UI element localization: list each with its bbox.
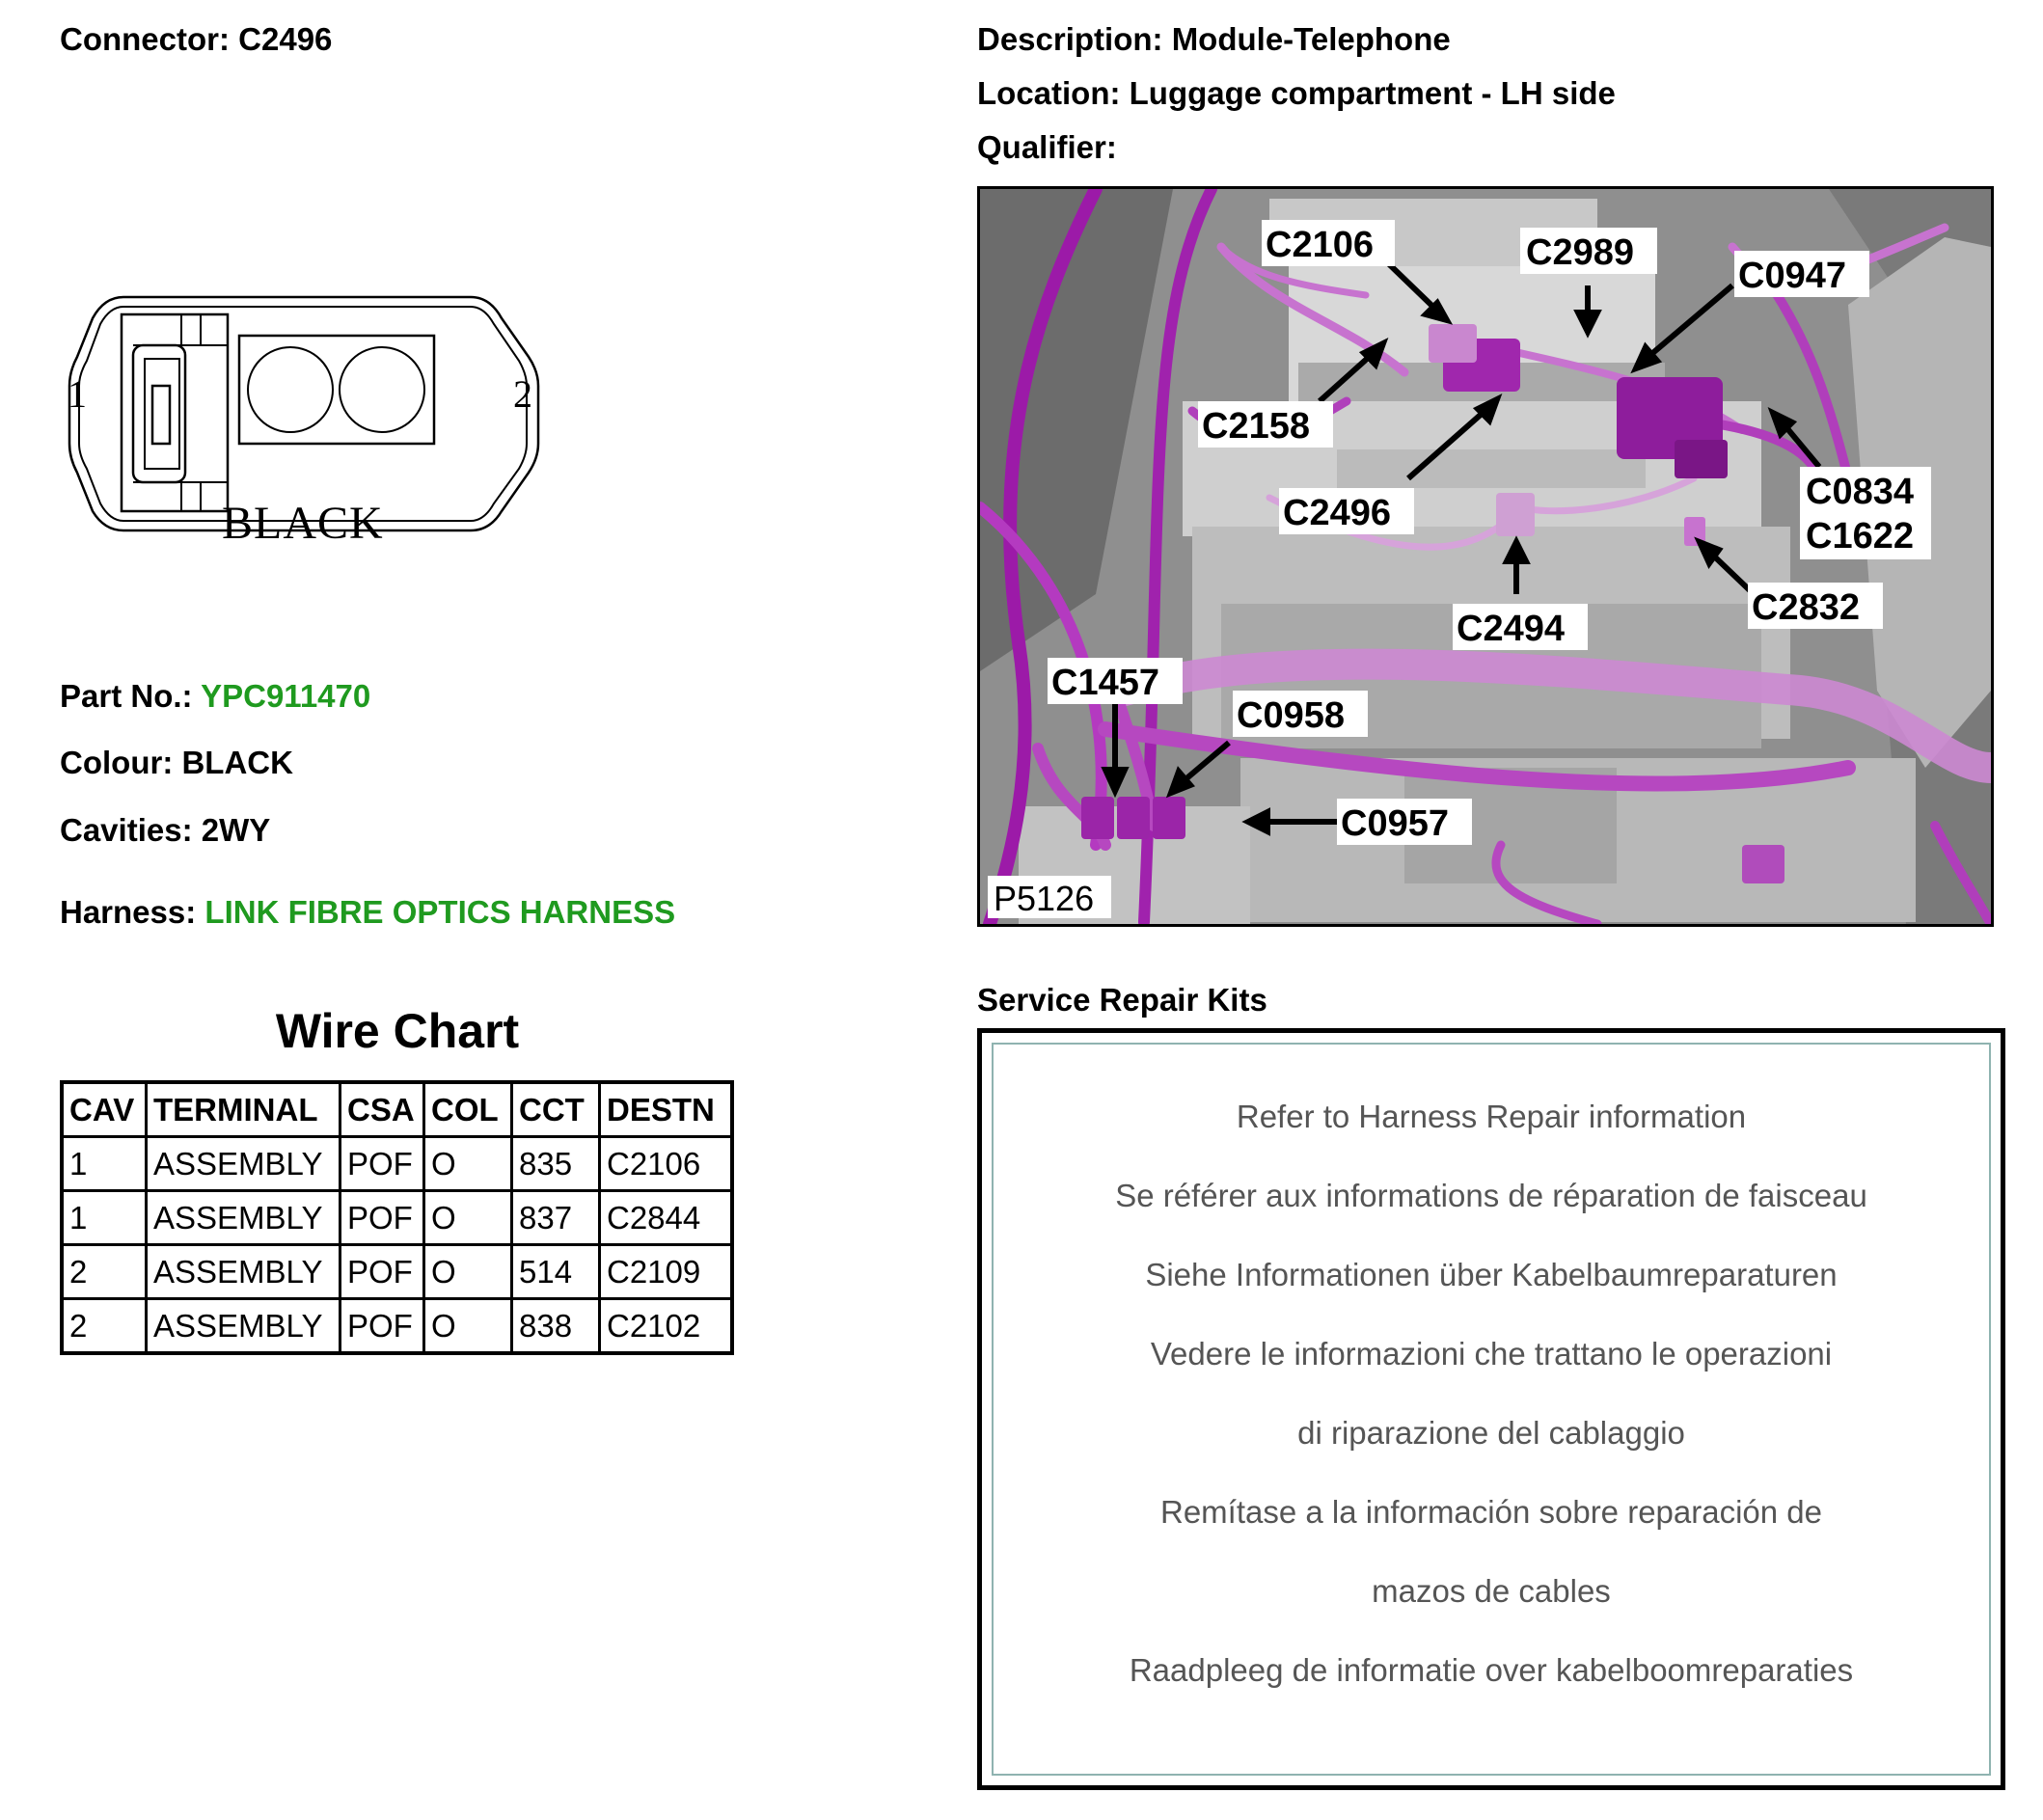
- wire-chart-table: [60, 1080, 734, 1355]
- callout-c2106: C2106: [1266, 225, 1374, 265]
- harness: [60, 894, 675, 931]
- pin-1-label: 1: [68, 372, 87, 416]
- connector-label: Connector: C2496: [60, 21, 333, 57]
- callout-c0958: C0958: [1237, 695, 1345, 736]
- service-repair-heading: Service Repair Kits: [977, 982, 1267, 1018]
- cell-csa: POF: [340, 1137, 424, 1191]
- table-row: [62, 1299, 732, 1354]
- part-number-value: YPC911470: [201, 678, 371, 714]
- cell-cav: 2: [62, 1245, 147, 1299]
- col-cct: CCT: [512, 1082, 600, 1137]
- repair-line-en: Refer to Harness Repair information: [1236, 1099, 1747, 1134]
- table-row: [62, 1191, 732, 1245]
- callout-c0834: C0834: [1806, 472, 1914, 512]
- table-row: [62, 1137, 732, 1191]
- cell-destn: C2109: [600, 1245, 733, 1299]
- pin-2-label: 2: [513, 372, 532, 416]
- cell-terminal: ASSEMBLY: [147, 1299, 340, 1354]
- location-figure: [977, 186, 1994, 927]
- description-label: Description: Module-Telephone: [977, 21, 1451, 57]
- table-row: [62, 1245, 732, 1299]
- part-number-label: Part No.:: [60, 678, 202, 714]
- callout-c2832: C2832: [1752, 587, 1860, 628]
- cell-cct: 514: [512, 1245, 600, 1299]
- cell-cav: 1: [62, 1191, 147, 1245]
- col-destn: DESTN: [600, 1082, 733, 1137]
- col-terminal: TERMINAL: [147, 1082, 340, 1137]
- part-number: [60, 678, 370, 715]
- cell-cct: 835: [512, 1137, 600, 1191]
- cell-col: O: [424, 1137, 512, 1191]
- cell-csa: POF: [340, 1299, 424, 1354]
- callout-c1457: C1457: [1051, 663, 1159, 703]
- col-col: COL: [424, 1082, 512, 1137]
- cell-terminal: ASSEMBLY: [147, 1245, 340, 1299]
- repair-line-de: Siehe Informationen über Kabelbaumreparaturen: [1145, 1257, 1838, 1292]
- cell-destn: C2102: [600, 1299, 733, 1354]
- cell-destn: C2106: [600, 1137, 733, 1191]
- callout-c1622: C1622: [1806, 516, 1914, 557]
- repair-line-fr: Se référer aux informations de réparation de faisceau: [1115, 1178, 1867, 1213]
- callout-c2494: C2494: [1457, 609, 1565, 649]
- qualifier-label: Qualifier:: [977, 129, 1117, 165]
- cell-col: O: [424, 1191, 512, 1245]
- callout-c2496: C2496: [1283, 493, 1391, 533]
- cell-csa: POF: [340, 1245, 424, 1299]
- cell-terminal: ASSEMBLY: [147, 1137, 340, 1191]
- cell-cct: 838: [512, 1299, 600, 1354]
- col-csa: CSA: [340, 1082, 424, 1137]
- repair-line-es-2: mazos de cables: [1372, 1573, 1611, 1609]
- repair-line-it-1: Vedere le informazioni che trattano le operazioni: [1150, 1336, 1833, 1372]
- cell-csa: POF: [340, 1191, 424, 1245]
- cell-destn: C2844: [600, 1191, 733, 1245]
- callout-c0957: C0957: [1341, 803, 1449, 844]
- cell-col: O: [424, 1245, 512, 1299]
- cell-cav: 2: [62, 1299, 147, 1354]
- location-label: Location: Luggage compartment - LH side: [977, 75, 1616, 111]
- repair-line-it-2: di riparazione del cablaggio: [1297, 1415, 1685, 1451]
- cavities-label: Cavities: 2WY: [60, 812, 271, 848]
- table-header-row: [62, 1082, 732, 1137]
- service-repair-inner-frame: [992, 1043, 1991, 1776]
- callout-c0947: C0947: [1738, 256, 1846, 296]
- repair-line-es-1: Remítase a la información sobre reparación de: [1159, 1494, 1823, 1530]
- col-cav: CAV: [62, 1082, 147, 1137]
- harness-value: LINK FIBRE OPTICS HARNESS: [204, 894, 676, 930]
- cell-col: O: [424, 1299, 512, 1354]
- callout-c2158: C2158: [1202, 406, 1310, 447]
- repair-line-nl: Raadpleeg de informatie over kabelboomreparaties: [1129, 1652, 1854, 1688]
- cell-cct: 837: [512, 1191, 600, 1245]
- connector-colour-caption: BLACK: [222, 498, 384, 549]
- cell-cav: 1: [62, 1137, 147, 1191]
- cell-terminal: ASSEMBLY: [147, 1191, 340, 1245]
- figure-id: P5126: [994, 879, 1095, 918]
- service-repair-box: [977, 1028, 2005, 1790]
- wire-chart-title: Wire Chart: [275, 1004, 520, 1058]
- colour-label: Colour: BLACK: [60, 745, 293, 780]
- harness-label: Harness:: [60, 894, 205, 930]
- callout-c2989: C2989: [1526, 232, 1634, 273]
